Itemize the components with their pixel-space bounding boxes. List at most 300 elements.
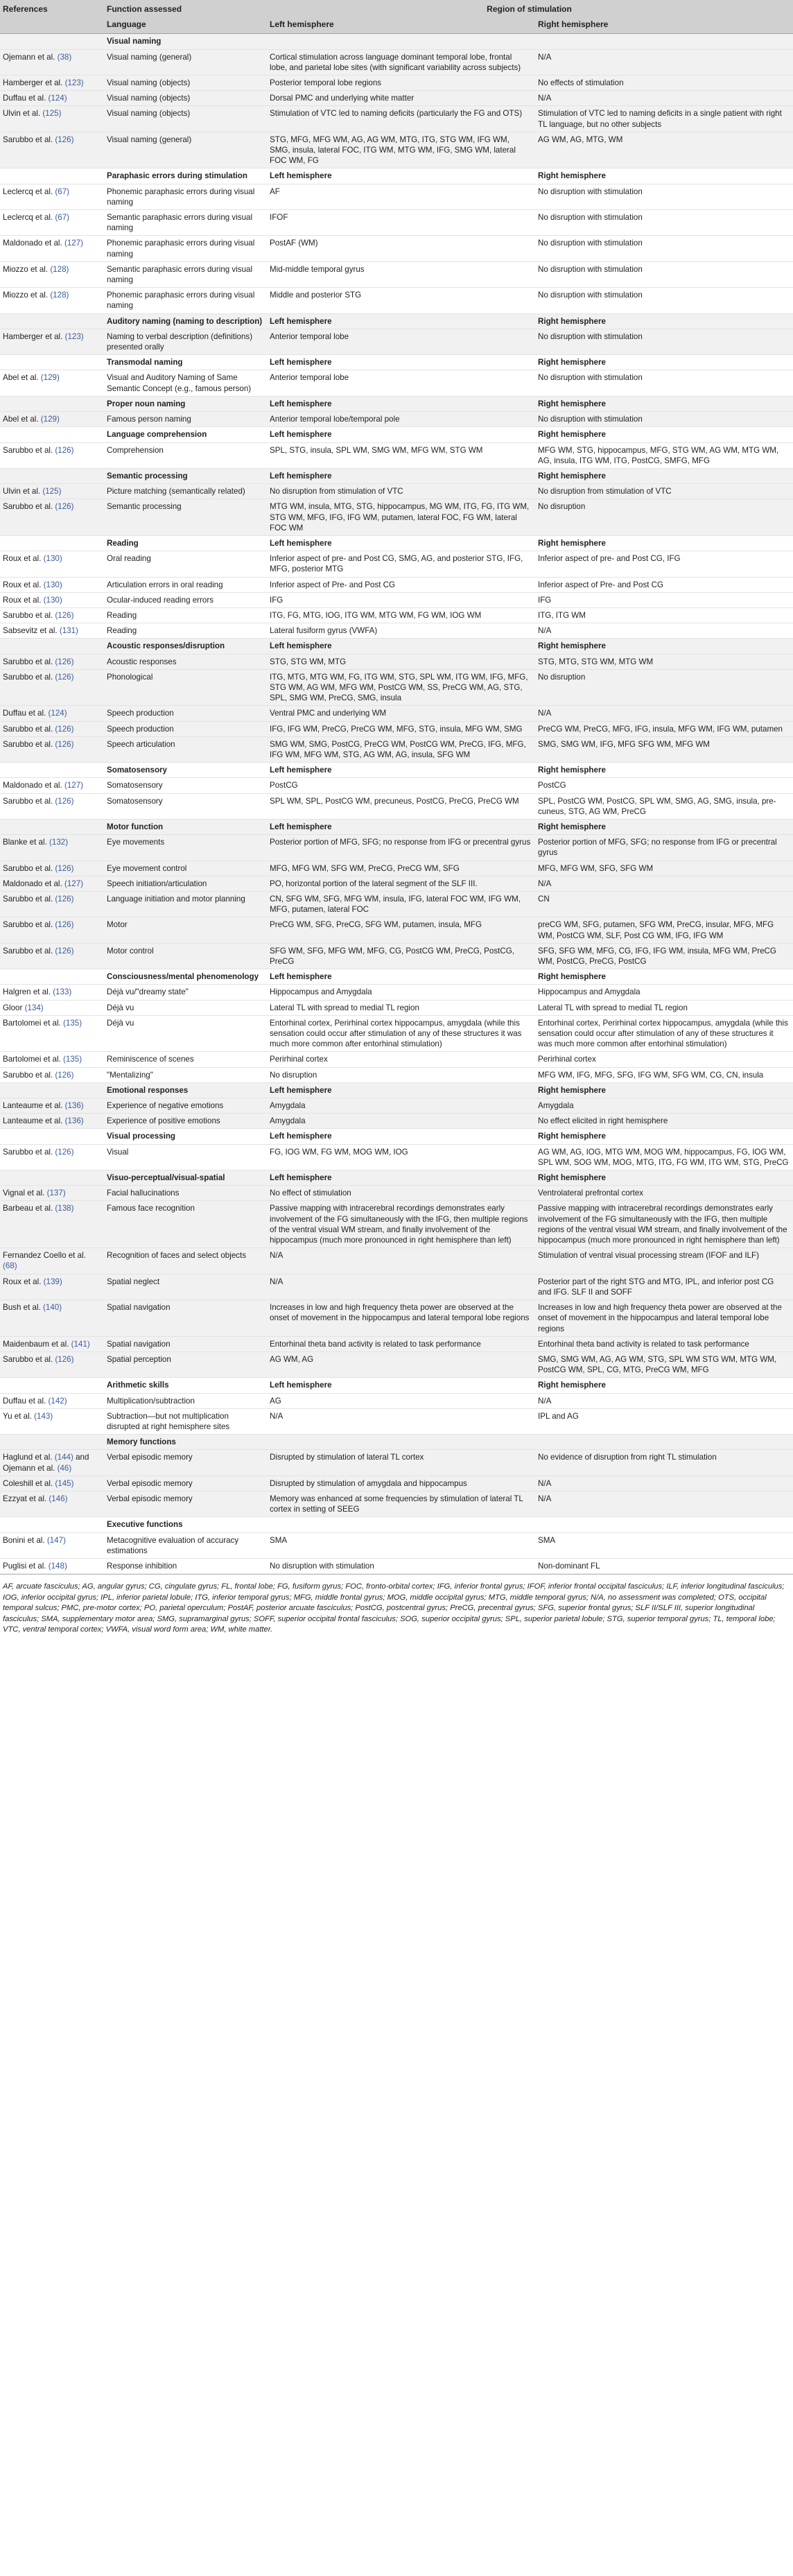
section-title: Consciousness/mental phenomenology (104, 969, 267, 985)
function-cell: Reading (104, 623, 267, 639)
table-row (0, 778, 793, 793)
reference-link[interactable]: (46) (57, 1463, 72, 1473)
reference-link[interactable]: (67) (55, 213, 70, 223)
right-hemisphere-cell: No disruption from stimulation of VTC (535, 484, 793, 499)
left-hemisphere-cell: Middle and posterior STG (267, 288, 535, 313)
reference-link[interactable]: (126) (55, 739, 74, 749)
reference-author: Ulvin et al. (3, 109, 43, 119)
reference-author: Duffau et al. (3, 709, 49, 718)
reference-link[interactable]: (146) (49, 1494, 68, 1503)
right-hemisphere-cell: SPL, PostCG WM, PostCG, SPL WM, SMG, AG, SMG, insula, pre-cuneus, STG, AG WM, PreCG (535, 793, 793, 819)
reference-author: Sarubbo et al. (3, 502, 55, 512)
table-row (0, 49, 793, 75)
reference-cell (0, 1067, 104, 1082)
left-hemisphere-cell: No disruption from stimulation of VTC (267, 484, 535, 499)
reference-link[interactable]: (128) (50, 291, 69, 300)
table-row (0, 499, 793, 536)
function-cell: Déjà vu (104, 1015, 267, 1052)
reference-cell (0, 607, 104, 623)
function-cell: Response inhibition (104, 1558, 267, 1573)
reference-link[interactable]: (127) (64, 781, 84, 790)
section-title: Emotional responses (104, 1082, 267, 1098)
section-heading-row (0, 396, 793, 411)
reference-cell (0, 1351, 104, 1377)
reference-link[interactable]: (126) (55, 672, 74, 682)
right-hemisphere-label: Right hemisphere (535, 639, 793, 654)
left-hemisphere-cell: Posterior temporal lobe regions (267, 76, 535, 91)
table-row (0, 1186, 793, 1201)
right-hemisphere-cell: N/A (535, 706, 793, 721)
function-cell: Semantic paraphasic errors during visual naming (104, 261, 267, 287)
reference-cell (0, 1336, 104, 1351)
reference-cell (0, 1558, 104, 1573)
section-heading-row (0, 535, 793, 551)
left-hemisphere-label: Left hemisphere (267, 535, 535, 551)
reference-link[interactable]: (137) (46, 1188, 66, 1198)
left-hemisphere-label: Left hemisphere (267, 168, 535, 184)
section-heading-row (0, 1129, 793, 1144)
right-hemisphere-cell: No disruption (535, 669, 793, 706)
reference-link[interactable]: (67) (55, 187, 70, 196)
reference-cell (0, 1248, 104, 1274)
function-cell: Comprehension (104, 442, 267, 468)
reference-author: Duffau et al. (3, 1396, 49, 1406)
reference-cell (0, 592, 104, 607)
table-row (0, 985, 793, 1000)
reference-link[interactable]: (142) (48, 1396, 67, 1406)
right-hemisphere-cell: Stimulation of VTC led to naming deficits in a single patient with right TL language, but no other subjects (535, 106, 793, 132)
function-cell: Déjà vu (104, 1000, 267, 1015)
left-hemisphere-label (267, 34, 535, 49)
left-hemisphere-cell: SMG WM, SMG, PostCG, PreCG WM, PostCG WM, PreCG, IFG, MFG, IFG WM, MFG WM, STG, AG WM, AG, insula, SFG WM (267, 736, 535, 762)
right-hemisphere-cell: No effect elicited in right hemisphere (535, 1114, 793, 1129)
reference-author: Ezzyat et al. (3, 1494, 49, 1503)
reference-cell (0, 1476, 104, 1491)
reference-link[interactable]: (139) (43, 1277, 62, 1286)
reference-author: Abel et al. (3, 373, 41, 383)
reference-link[interactable]: (131) (59, 626, 78, 636)
left-hemisphere-cell: ITG, MTG, MTG WM, FG, ITG WM, STG, SPL WM, ITG WM, IFG, MFG, STG WM, AG WM, MFG WM, PostCG WM, SS, PreCG WM, AG, STG, SPL, SMG WM, PreCG, SMG, insula (267, 669, 535, 706)
table-row (0, 1351, 793, 1377)
table-row (0, 892, 793, 917)
function-cell: Visual naming (objects) (104, 91, 267, 106)
reference-link[interactable]: (126) (55, 920, 74, 930)
right-hemisphere-cell: AG WM, AG, IOG, MTG WM, MOG WM, hippocampus, FG, IOG WM, SPL WM, SOG WM, MOG, MTG, ITG, FG WM, ITG WM, STG, PreCG (535, 1144, 793, 1170)
reference-link[interactable]: (134) (24, 1003, 44, 1012)
left-hemisphere-cell: AG WM, AG (267, 1351, 535, 1377)
reference-link[interactable]: (145) (55, 1478, 74, 1488)
reference-author: Leclercq et al. (3, 213, 55, 223)
reference-author: Maldonado et al. (3, 879, 64, 888)
reference-author: Roux et al. (3, 580, 44, 589)
reference-link[interactable]: (38) (57, 52, 72, 62)
reference-cell (0, 793, 104, 819)
reference-author: Sarubbo et al. (3, 445, 55, 455)
reference-link[interactable]: (130) (43, 595, 62, 605)
reference-author: Sarubbo et al. (3, 135, 55, 144)
function-cell: Phonemic paraphasic errors during visual naming (104, 184, 267, 209)
reference-link[interactable]: (141) (71, 1339, 90, 1349)
right-hemisphere-cell: N/A (535, 876, 793, 891)
reference-author: Bush et al. (3, 1303, 44, 1313)
left-hemisphere-cell: Stimulation of VTC led to naming deficits (particularly the FG and OTS) (267, 106, 535, 132)
reference-cell (0, 1300, 104, 1337)
reference-link[interactable]: (140) (43, 1303, 62, 1313)
table-row (0, 236, 793, 261)
right-hemisphere-cell: No effects of stimulation (535, 76, 793, 91)
table-row (0, 1491, 793, 1516)
right-hemisphere-header: Right hemisphere (535, 17, 793, 34)
section-heading-row (0, 427, 793, 442)
reference-cell (0, 370, 104, 396)
left-hemisphere-label: Left hemisphere (267, 1082, 535, 1098)
left-hemisphere-label: Left hemisphere (267, 1129, 535, 1144)
left-hemisphere-cell: CN, SFG WM, SFG, MFG WM, insula, IFG, lateral FOC WM, IFG WM, MFG, putamen, lateral FOC (267, 892, 535, 917)
reference-link[interactable]: (126) (55, 894, 74, 904)
right-hemisphere-cell: N/A (535, 623, 793, 639)
reference-link[interactable]: (126) (55, 1070, 74, 1080)
function-cell: Visual naming (objects) (104, 76, 267, 91)
function-cell: Oral reading (104, 551, 267, 577)
reference-link[interactable]: (126) (55, 445, 74, 455)
table-row (0, 1300, 793, 1337)
section-heading-row (0, 1082, 793, 1098)
left-hemisphere-cell: Perirhinal cortex (267, 1052, 535, 1067)
reference-author: Miozzo et al. (3, 291, 51, 300)
reference-link[interactable]: (125) (42, 487, 62, 496)
right-hemisphere-cell: Ventrolateral prefrontal cortex (535, 1186, 793, 1201)
function-cell: Spatial perception (104, 1351, 267, 1377)
reference-cell (0, 1450, 104, 1476)
left-hemisphere-cell: Cortical stimulation across language dominant temporal lobe, frontal lobe, and parietal lobe sites (with significant variability across subjects) (267, 49, 535, 75)
function-cell: Visual (104, 1144, 267, 1170)
section-title: Visual processing (104, 1129, 267, 1144)
subheader-row (0, 17, 793, 34)
table-row (0, 370, 793, 396)
function-cell: Speech articulation (104, 736, 267, 762)
function-cell: Recognition of faces and select objects (104, 1248, 267, 1274)
reference-link[interactable]: (126) (55, 1147, 74, 1157)
reference-link[interactable]: (125) (42, 109, 62, 119)
reference-cell (0, 1052, 104, 1067)
right-hemisphere-label: Right hemisphere (535, 396, 793, 411)
table-row (0, 1336, 793, 1351)
reference-link[interactable]: (148) (48, 1561, 67, 1571)
table-row (0, 1000, 793, 1015)
reference-cell (0, 876, 104, 891)
left-hemisphere-cell: PostAF (WM) (267, 236, 535, 261)
reference-cell (0, 577, 104, 592)
reference-link[interactable]: (126) (55, 502, 74, 512)
table-row (0, 551, 793, 577)
table-row (0, 210, 793, 236)
reference-author: Sarubbo et al. (3, 894, 55, 904)
reference-cell (0, 1532, 104, 1558)
reference-link[interactable]: (126) (55, 946, 74, 956)
section-title: Reading (104, 535, 267, 551)
right-hemisphere-cell: Entorhinal cortex, Perirhinal cortex hippocampus, amygdala (while this sensation could occur after stimulation of any of these structures it was much more common after entorhinal stimulation) (535, 1015, 793, 1052)
reference-link[interactable]: (123) (64, 331, 84, 341)
right-hemisphere-cell: Stimulation of ventral visual processing stream (IFOF and ILF) (535, 1248, 793, 1274)
section-heading-row (0, 468, 793, 483)
reference-link[interactable]: (132) (49, 838, 69, 847)
reference-cell (0, 861, 104, 876)
reference-link[interactable]: (126) (55, 863, 74, 873)
reference-cell (0, 551, 104, 577)
reference-link[interactable]: (129) (40, 373, 60, 383)
table-row (0, 1114, 793, 1129)
reference-link[interactable]: (126) (55, 1354, 74, 1364)
reference-author: Bartolomei et al. (3, 1018, 63, 1028)
table-row (0, 1274, 793, 1299)
section-heading-row (0, 763, 793, 778)
reference-cell (0, 917, 104, 943)
reference-link[interactable]: (143) (34, 1411, 53, 1421)
table-row (0, 442, 793, 468)
right-hemisphere-cell: SFG, SFG WM, MFG, CG, IFG, IFG WM, insula, MFG WM, PreCG WM, PostCG, PreCG, PostCG (535, 943, 793, 969)
reference-author: Duffau et al. (3, 94, 49, 103)
left-hemisphere-cell: N/A (267, 1248, 535, 1274)
reference-cell (0, 1144, 104, 1170)
reference-cell (0, 1201, 104, 1248)
table-row (0, 943, 793, 969)
left-hemisphere-cell: Hippocampus and Amygdala (267, 985, 535, 1000)
right-hemisphere-cell: Posterior portion of MFG, SFG; no response from IFG or precentral gyrus (535, 835, 793, 861)
reference-link[interactable]: (147) (46, 1535, 66, 1545)
reference-link[interactable]: (135) (63, 1018, 82, 1028)
function-cell: Experience of positive emotions (104, 1114, 267, 1129)
reference-author: Sarubbo et al. (3, 1147, 55, 1157)
table-row (0, 793, 793, 819)
function-cell: Visual and Auditory Naming of Same Semantic Concept (e.g., famous person) (104, 370, 267, 396)
right-hemisphere-cell: No disruption with stimulation (535, 184, 793, 209)
table-row (0, 1558, 793, 1573)
reference-cell (0, 654, 104, 669)
table-row (0, 1248, 793, 1274)
right-hemisphere-label: Right hemisphere (535, 168, 793, 184)
table-row (0, 577, 793, 592)
section-title: Memory functions (104, 1435, 267, 1450)
section-title: Paraphasic errors during stimulation (104, 168, 267, 184)
reference-link[interactable]: (144) (54, 1453, 73, 1462)
right-hemisphere-cell: STG, MTG, STG WM, MTG WM (535, 654, 793, 669)
right-hemisphere-cell: Passive mapping with intracerebral recordings demonstrates early involvement of the FG simultaneously with the IFG, then multiple regions of the ventral visual WM stream, and finally involvement of the hippocampus (much more pronounced in right hemisphere than left) (535, 1201, 793, 1248)
reference-author: Vignal et al. (3, 1188, 47, 1198)
section-heading-row (0, 969, 793, 985)
right-hemisphere-cell: No disruption with stimulation (535, 288, 793, 313)
reference-link[interactable]: (135) (63, 1055, 82, 1064)
table-row (0, 106, 793, 132)
left-hemisphere-cell: Ventral PMC and underlying WM (267, 706, 535, 721)
function-cell: Visual naming (objects) (104, 106, 267, 132)
reference-cell (0, 484, 104, 499)
function-cell: Somatosensory (104, 778, 267, 793)
left-hemisphere-cell: No disruption with stimulation (267, 1558, 535, 1573)
reference-link[interactable]: (129) (40, 415, 60, 424)
reference-author: Coleshill et al. (3, 1478, 55, 1488)
reference-link[interactable]: (126) (55, 724, 74, 734)
reference-cell (0, 76, 104, 91)
function-cell: Metacognitive evaluation of accuracy estimations (104, 1532, 267, 1558)
reference-cell (0, 261, 104, 287)
section-heading-row (0, 819, 793, 834)
function-cell: Famous face recognition (104, 1201, 267, 1248)
function-cell: Speech production (104, 706, 267, 721)
right-hemisphere-cell: SMA (535, 1532, 793, 1558)
left-hemisphere-cell: Memory was enhanced at some frequencies by stimulation of lateral TL cortex in setting of SEEG (267, 1491, 535, 1516)
right-hemisphere-label: Right hemisphere (535, 535, 793, 551)
table-row (0, 861, 793, 876)
function-cell: Eye movement control (104, 861, 267, 876)
right-hemisphere-cell: No evidence of disruption from right TL stimulation (535, 1450, 793, 1476)
section-heading-row (0, 34, 793, 49)
reference-link[interactable]: (127) (64, 879, 84, 888)
left-hemisphere-cell: PreCG WM, SFG, PreCG, SFG WM, putamen, insula, MFG (267, 917, 535, 943)
reference-link[interactable]: (136) (64, 1101, 84, 1111)
reference-author: Halgren et al. (3, 987, 53, 997)
section-heading-row (0, 168, 793, 184)
reference-link[interactable]: (124) (48, 709, 67, 718)
table-header (0, 0, 793, 34)
right-hemisphere-label (535, 34, 793, 49)
function-cell: Speech production (104, 721, 267, 736)
right-hemisphere-cell: Non-dominant FL (535, 1558, 793, 1573)
left-hemisphere-header: Left hemisphere (267, 17, 535, 34)
table-row (0, 288, 793, 313)
right-hemisphere-cell: Amygdala (535, 1098, 793, 1114)
reference-cell (0, 1274, 104, 1299)
right-hemisphere-cell: Inferior aspect of pre- and Post CG, IFG (535, 551, 793, 577)
right-hemisphere-cell: No disruption (535, 499, 793, 536)
right-hemisphere-cell: AG WM, AG, MTG, WM (535, 132, 793, 168)
function-cell: Famous person naming (104, 412, 267, 427)
function-cell: Verbal episodic memory (104, 1450, 267, 1476)
right-hemisphere-cell: PreCG WM, PreCG, MFG, IFG, insula, MFG WM, IFG WM, putamen (535, 721, 793, 736)
left-hemisphere-label: Left hemisphere (267, 969, 535, 985)
reference-link[interactable]: (130) (43, 580, 62, 589)
reference-link[interactable]: (133) (53, 987, 72, 997)
reference-author: Sarubbo et al. (3, 946, 55, 956)
section-title: Somatosensory (104, 763, 267, 778)
function-cell: Visual naming (general) (104, 49, 267, 75)
reference-cell (0, 1491, 104, 1516)
reference-cell (0, 288, 104, 313)
left-hemisphere-cell: FG, IOG WM, FG WM, MOG WM, IOG (267, 1144, 535, 1170)
function-cell: Ocular-induced reading errors (104, 592, 267, 607)
left-hemisphere-label: Left hemisphere (267, 1378, 535, 1393)
reference-author: Sarubbo et al. (3, 657, 55, 666)
function-cell: "Mentalizing" (104, 1067, 267, 1082)
left-hemisphere-cell: MTG WM, insula, MTG, STG, hippocampus, MG WM, ITG, FG, ITG WM, STG WM, MFG, IFG, IFG WM, putamen, lateral FOC, FG WM, lateral FOC WM (267, 499, 535, 536)
left-hemisphere-cell: Entorhinal cortex, Perirhinal cortex hippocampus, amygdala (while this sensation could occur after stimulation of any of these structures it was much more common after entorhinal stimulation) (267, 1015, 535, 1052)
reference-cell (0, 706, 104, 721)
reference-link[interactable]: (127) (64, 239, 84, 248)
reference-author: Gloor (3, 1003, 25, 1012)
reference-cell (0, 943, 104, 969)
reference-author: Sarubbo et al. (3, 724, 55, 734)
right-hemisphere-label (535, 1517, 793, 1532)
reference-link[interactable]: (123) (64, 78, 84, 88)
left-hemisphere-cell: Posterior portion of MFG, SFG; no response from IFG or precentral gyrus (267, 835, 535, 861)
reference-author: Sarubbo et al. (3, 1070, 55, 1080)
right-hemisphere-cell: No disruption with stimulation (535, 261, 793, 287)
right-hemisphere-cell: IPL and AG (535, 1408, 793, 1434)
right-hemisphere-cell: Perirhinal cortex (535, 1052, 793, 1067)
right-hemisphere-cell: ITG, ITG WM (535, 607, 793, 623)
function-cell: Language initiation and motor planning (104, 892, 267, 917)
table-row (0, 721, 793, 736)
table-row (0, 592, 793, 607)
reference-cell (0, 1186, 104, 1201)
left-hemisphere-cell: N/A (267, 1408, 535, 1434)
reference-link[interactable]: (130) (43, 554, 62, 564)
left-hemisphere-label (267, 1517, 535, 1532)
function-cell: Verbal episodic memory (104, 1476, 267, 1491)
reference-link[interactable]: (138) (55, 1204, 74, 1213)
table-row (0, 1476, 793, 1491)
table-row (0, 1201, 793, 1248)
reference-cell (0, 132, 104, 168)
section-title: Motor function (104, 819, 267, 834)
right-hemisphere-cell: Entorhinal theta band activity is related to task performance (535, 1336, 793, 1351)
table-row (0, 1052, 793, 1067)
left-hemisphere-cell: No disruption (267, 1067, 535, 1082)
table-body (0, 34, 793, 1574)
right-hemisphere-cell: No disruption with stimulation (535, 370, 793, 396)
reference-link[interactable]: (128) (50, 264, 69, 274)
reference-author: Maldonado et al. (3, 781, 64, 790)
reference-link[interactable]: (126) (55, 796, 74, 806)
table-row (0, 623, 793, 639)
reference-cell (0, 1000, 104, 1015)
reference-author: Ulvin et al. (3, 487, 43, 496)
table-row (0, 1450, 793, 1476)
reference-link[interactable]: (126) (55, 657, 74, 666)
left-hemisphere-cell: Amygdala (267, 1114, 535, 1129)
left-hemisphere-label: Left hemisphere (267, 468, 535, 483)
right-hemisphere-cell: PostCG (535, 778, 793, 793)
reference-cell (0, 736, 104, 762)
left-hemisphere-cell: AF (267, 184, 535, 209)
left-hemisphere-cell: Amygdala (267, 1098, 535, 1114)
reference-link[interactable]: (126) (55, 610, 74, 620)
right-hemisphere-cell: No disruption with stimulation (535, 236, 793, 261)
table-row (0, 329, 793, 354)
right-hemisphere-cell: Inferior aspect of Pre- and Post CG (535, 577, 793, 592)
right-hemisphere-cell: MFG WM, STG, hippocampus, MFG, STG WM, AG WM, MTG WM, AG, insula, ITG WM, ITG, PostCG, SMFG, MFG (535, 442, 793, 468)
section-heading-row (0, 355, 793, 370)
left-hemisphere-cell: PO, horizontal portion of the lateral segment of the SLF III. (267, 876, 535, 891)
left-hemisphere-cell: Disrupted by stimulation of amygdala and hippocampus (267, 1476, 535, 1491)
reference-author: Bartolomei et al. (3, 1055, 63, 1064)
table-row (0, 1098, 793, 1114)
function-cell: Motor control (104, 943, 267, 969)
reference-author: Sarubbo et al. (3, 863, 55, 873)
section-title: Visual naming (104, 34, 267, 49)
reference-cell (0, 892, 104, 917)
right-hemisphere-label: Right hemisphere (535, 313, 793, 329)
reference-link[interactable]: (124) (48, 94, 67, 103)
reference-link[interactable]: (136) (64, 1116, 84, 1126)
reference-link[interactable]: (126) (55, 135, 74, 144)
right-hemisphere-cell: Posterior part of the right STG and MTG, IPL, and inferior post CG and IFG. SLF II and SOFF (535, 1274, 793, 1299)
table-row (0, 412, 793, 427)
left-hemisphere-cell: Anterior temporal lobe (267, 370, 535, 396)
right-hemisphere-cell: N/A (535, 1393, 793, 1408)
section-heading-row (0, 1517, 793, 1532)
left-hemisphere-cell: Disrupted by stimulation of lateral TL cortex (267, 1450, 535, 1476)
reference-link[interactable]: (68) (3, 1261, 17, 1271)
